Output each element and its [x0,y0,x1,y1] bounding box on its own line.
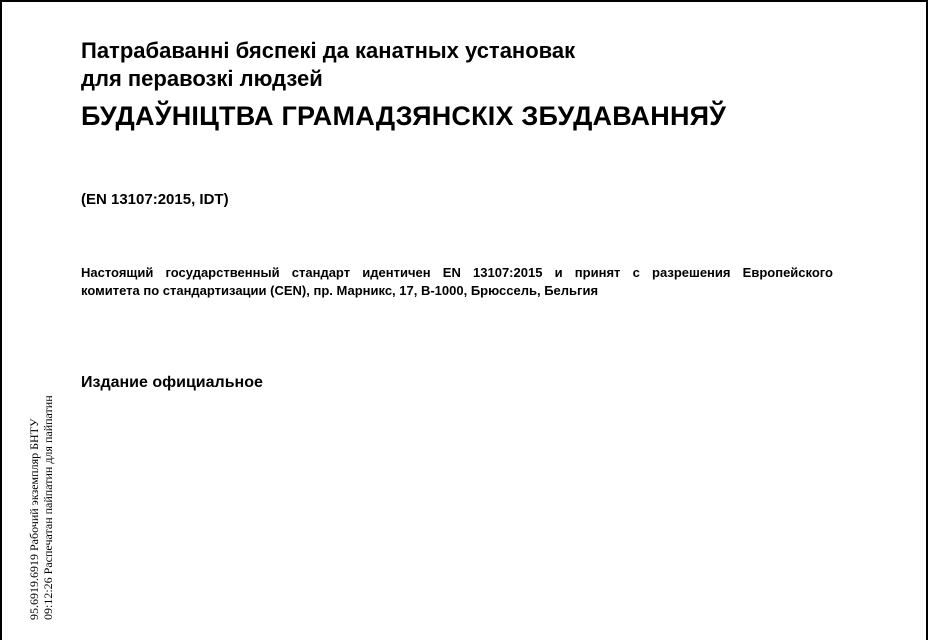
watermark-line-2: 09:12:26 Распечатан пайпатин для пайпатин [41,395,55,620]
watermark-line-1: 95.6919.6919 Рабочий экземпляр БНТУ [27,418,41,620]
document-title-line-2: для перавозкі людзей [81,66,323,91]
adoption-notice [81,264,833,300]
document-title-line-1: Патрабаванні бяспекі да канатных установак [81,38,576,63]
standard-designation: (EN 13107:2015, IDT) [81,191,229,208]
document-subtitle: БУДАЎНІЦТВА ГРАМАДЗЯНСКІХ ЗБУДАВАННЯЎ [81,101,727,131]
adoption-notice-line-2: комитета по стандартизации (CEN), пр. Марникс, 17, B-1000, Брюссель, Бельгия [81,283,599,298]
adoption-notice-line-1: Настоящий государственный стандарт идентичен EN 13107:2015 и принят с разрешения Европейского [81,265,833,280]
vertical-watermark [27,395,55,620]
edition-label: Издание официальное [81,374,263,391]
